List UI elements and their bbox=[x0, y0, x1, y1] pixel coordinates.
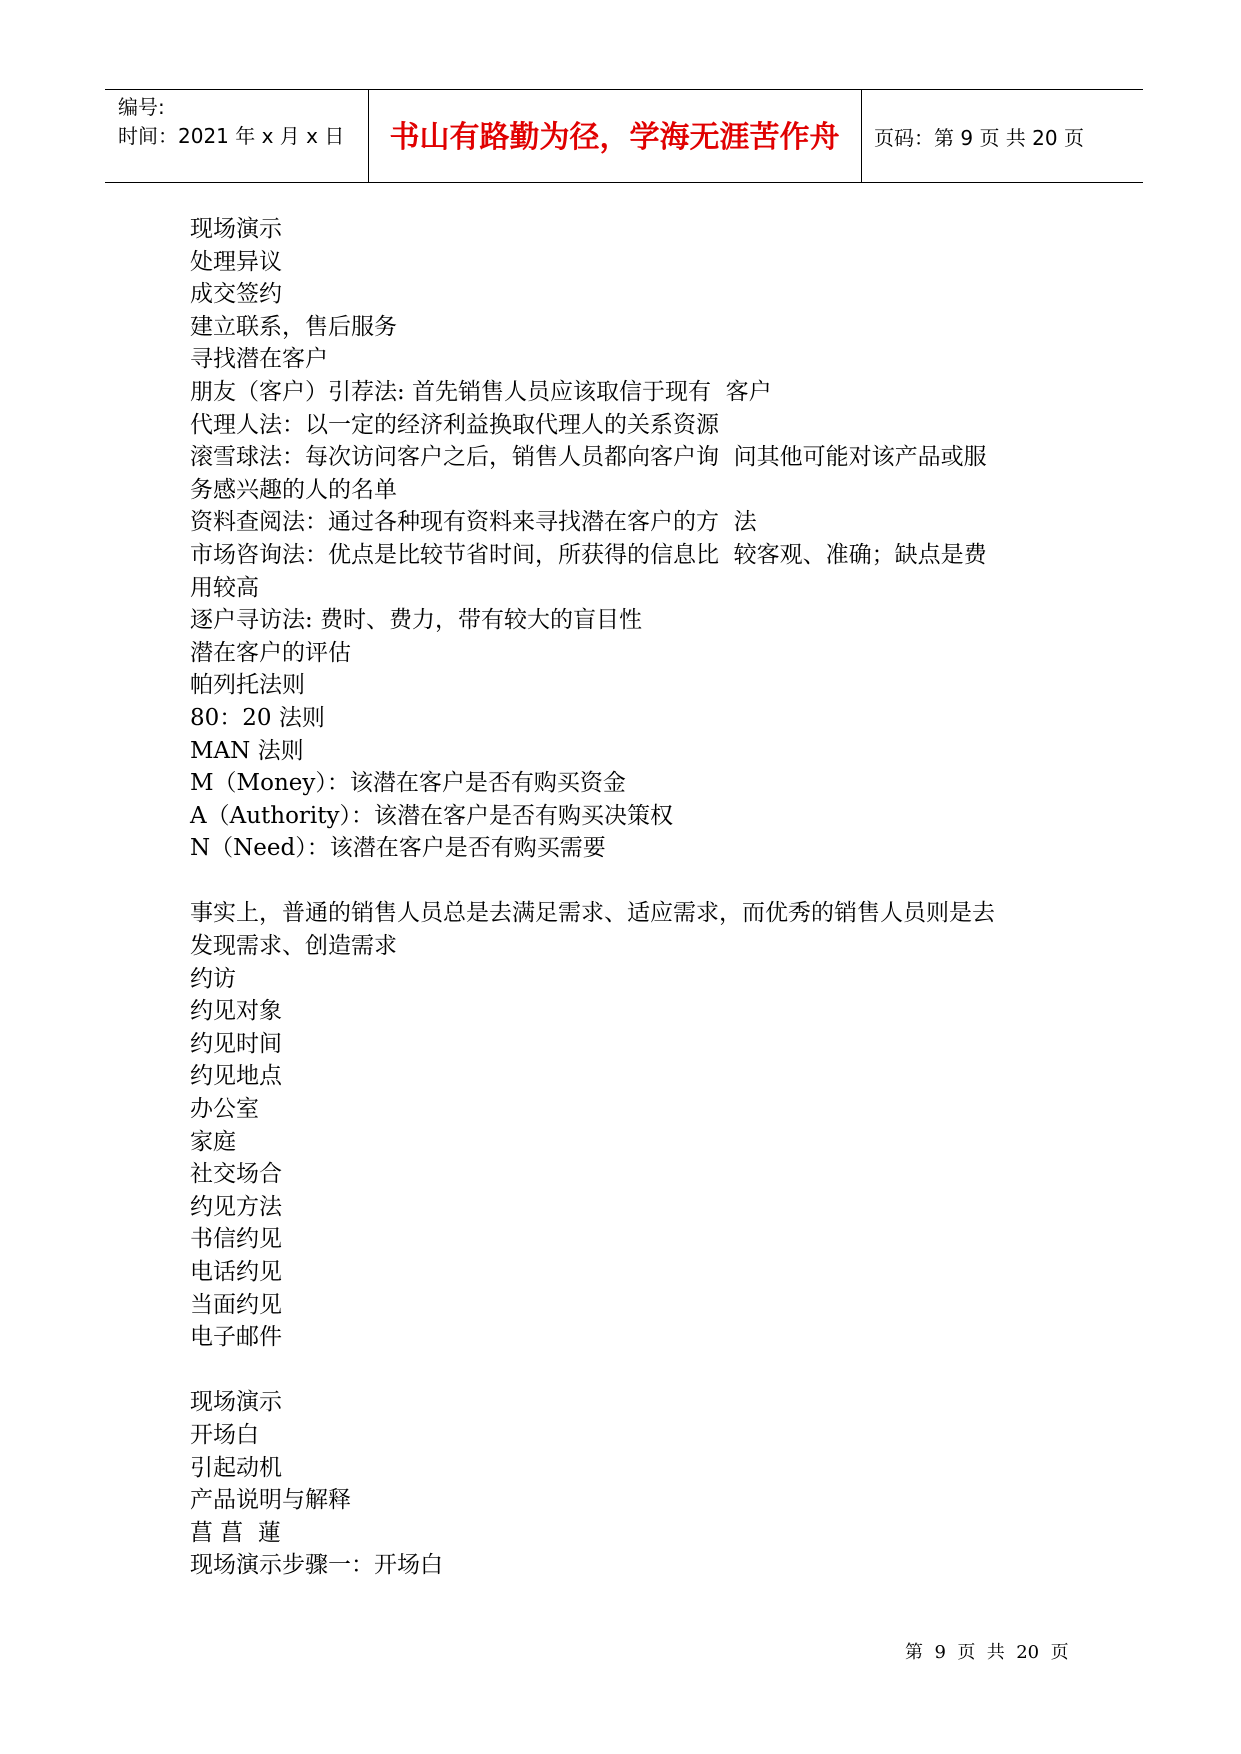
body-line: 菖 菖 蓮 bbox=[190, 1519, 281, 1546]
body-line: 约见对象 bbox=[190, 998, 282, 1025]
body-line: 资料查阅法：通过各种现有资料来寻找潜在客户的方 法 bbox=[190, 509, 757, 536]
body-line: 约见地点 bbox=[190, 1063, 282, 1090]
body-line: 社交场合 bbox=[190, 1161, 282, 1188]
document-body bbox=[190, 213, 1070, 1582]
body-line: 潜在客户的评估 bbox=[190, 639, 351, 666]
document-time-label: 时间：2021 年 x 月 x 日 bbox=[118, 124, 345, 148]
body-line: MAN 法则 bbox=[190, 737, 304, 764]
body-line: 约见时间 bbox=[190, 1030, 282, 1057]
body-line: 寻找潜在客户 bbox=[190, 346, 328, 373]
header-top-rule bbox=[105, 89, 1143, 90]
body-line: 成交签约 bbox=[190, 281, 282, 308]
body-line: M（Money）：该潜在客户是否有购买资金 bbox=[190, 770, 626, 797]
body-line: 办公室 bbox=[190, 1096, 259, 1123]
body-line: 建立联系，售后服务 bbox=[190, 313, 397, 340]
body-line: A（Authority）：该潜在客户是否有购买决策权 bbox=[190, 802, 674, 829]
body-line: 电子邮件 bbox=[190, 1324, 282, 1351]
header-motto: 书山有路勤为径，学海无涯苦作舟 bbox=[389, 120, 840, 155]
body-line: 处理异议 bbox=[190, 248, 282, 275]
blank-line bbox=[190, 1354, 1070, 1387]
body-line: 代理人法：以一定的经济利益换取代理人的关系资源 bbox=[190, 411, 719, 438]
body-line: 引起动机 bbox=[190, 1454, 282, 1481]
body-line: 电话约见 bbox=[190, 1259, 282, 1285]
body-line: N（Need）：该潜在客户是否有购买需要 bbox=[190, 835, 606, 862]
body-line: 市场咨询法：优点是比较节省时间，所获得的信息比 较客观、准确；缺点是费 bbox=[190, 541, 987, 568]
footer-page-number: 第 9 页 共 20 页 bbox=[905, 1642, 1069, 1663]
body-line: 现场演示 bbox=[190, 1389, 282, 1416]
body-line: 约访 bbox=[190, 965, 236, 992]
header-divider-right bbox=[861, 89, 862, 183]
body-line: 发现需求、创造需求 bbox=[190, 933, 397, 960]
body-line: 现场演示 bbox=[190, 216, 282, 242]
body-line: 产品说明与解释 bbox=[190, 1487, 351, 1514]
body-line: 家庭 bbox=[190, 1128, 236, 1155]
body-line: 朋友（客户）引荐法: 首先销售人员应该取信于现有 客户 bbox=[190, 378, 772, 405]
body-line: 约见方法 bbox=[190, 1193, 282, 1220]
body-line: 当面约见 bbox=[190, 1291, 282, 1318]
body-line: 书信约见 bbox=[190, 1226, 282, 1253]
header-meta bbox=[118, 93, 344, 151]
body-line: 帕列托法则 bbox=[190, 672, 305, 699]
body-line: 开场白 bbox=[190, 1421, 259, 1448]
document-number-label: 编号: bbox=[118, 95, 165, 119]
body-line: 逐户寻访法: 费时、费力，带有较大的盲目性 bbox=[190, 607, 643, 634]
blank-line bbox=[190, 865, 1070, 898]
body-line: 80：20 法则 bbox=[190, 704, 325, 731]
body-line: 务感兴趣的人的名单 bbox=[190, 476, 397, 503]
body-line: 事实上，普通的销售人员总是去满足需求、适应需求，而优秀的销售人员则是去 bbox=[190, 900, 995, 927]
body-line: 现场演示步骤一：开场白 bbox=[190, 1552, 443, 1579]
body-line: 滚雪球法：每次访问客户之后，销售人员都向客户询 问其他可能对该产品或服 bbox=[190, 444, 987, 471]
body-line: 用较高 bbox=[190, 574, 259, 601]
header-bottom-rule bbox=[105, 182, 1143, 183]
header-page-number: 页码：第 9 页 共 20 页 bbox=[874, 126, 1084, 150]
